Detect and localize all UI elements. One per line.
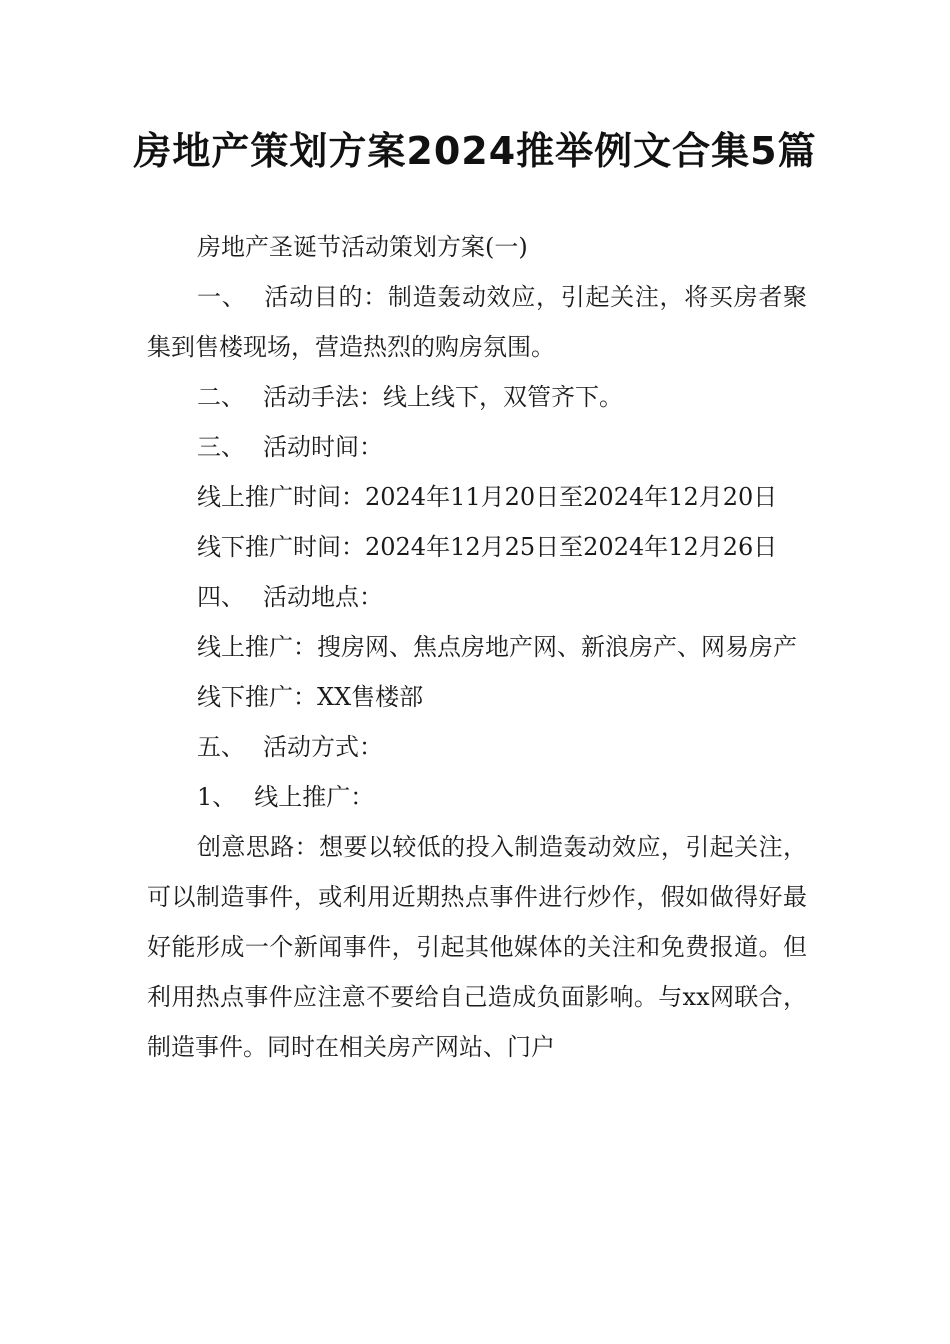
paragraph-text: 线下推广时间：2024年12月25日至2024年12月26日 [197,533,778,561]
paragraph-section-heading [147,222,807,272]
paragraph-activity-purpose [147,272,807,372]
paragraph-online-heading [147,772,807,822]
paragraph-activity-mode [147,722,807,772]
item-number: 五、 [197,733,245,761]
paragraph-offline-promotion [147,672,807,722]
paragraph-text: 活动方式： [263,733,383,761]
paragraph-text: 活动手法：线上线下，双管齐下。 [263,383,623,411]
paragraph-activity-location [147,572,807,622]
item-number: 四、 [197,583,245,611]
paragraph-text: 房地产圣诞节活动策划方案(一) [197,233,528,261]
item-number: 1、 [197,783,237,811]
paragraph-online-promotion [147,622,807,672]
paragraph-activity-time [147,422,807,472]
document-title: 房地产策划方案2024推举例文合集5篇 [133,129,817,173]
paragraph-text: 活动目的：制造轰动效应，引起关注，将买房者聚集到售楼现场，营造热烈的购房氛围。 [147,283,808,361]
item-number: 三、 [197,433,245,461]
paragraph-text: 创意思路：想要以较低的投入制造轰动效应，引起关注，可以制造事件，或利用近期热点事件进行炒作，假如做得好最好能形成一个新闻事件，引起其他媒体的关注和免费报道。但利用热点事件应注意不要给自己造成负面影响。与xx网联合，制造事件。同时在相关房产网站、门户 [147,833,807,1061]
paragraph-text: 线下推广：XX售楼部 [197,683,424,711]
paragraph-offline-time [147,522,807,572]
paragraph-text: 活动地点： [263,583,383,611]
paragraph-text: 线上推广： [254,783,375,811]
paragraph-creative-idea [147,822,807,1072]
item-number: 一、 [197,283,247,311]
paragraph-text: 活动时间： [263,433,383,461]
item-number: 二、 [197,383,245,411]
paragraph-online-time [147,472,807,522]
paragraph-text: 线上推广时间：2024年11月20日至2024年12月20日 [197,483,778,511]
paragraph-text: 线上推广：搜房网、焦点房地产网、新浪房产、网易房产 [197,633,797,661]
document-body [147,222,807,1072]
paragraph-activity-method [147,372,807,422]
